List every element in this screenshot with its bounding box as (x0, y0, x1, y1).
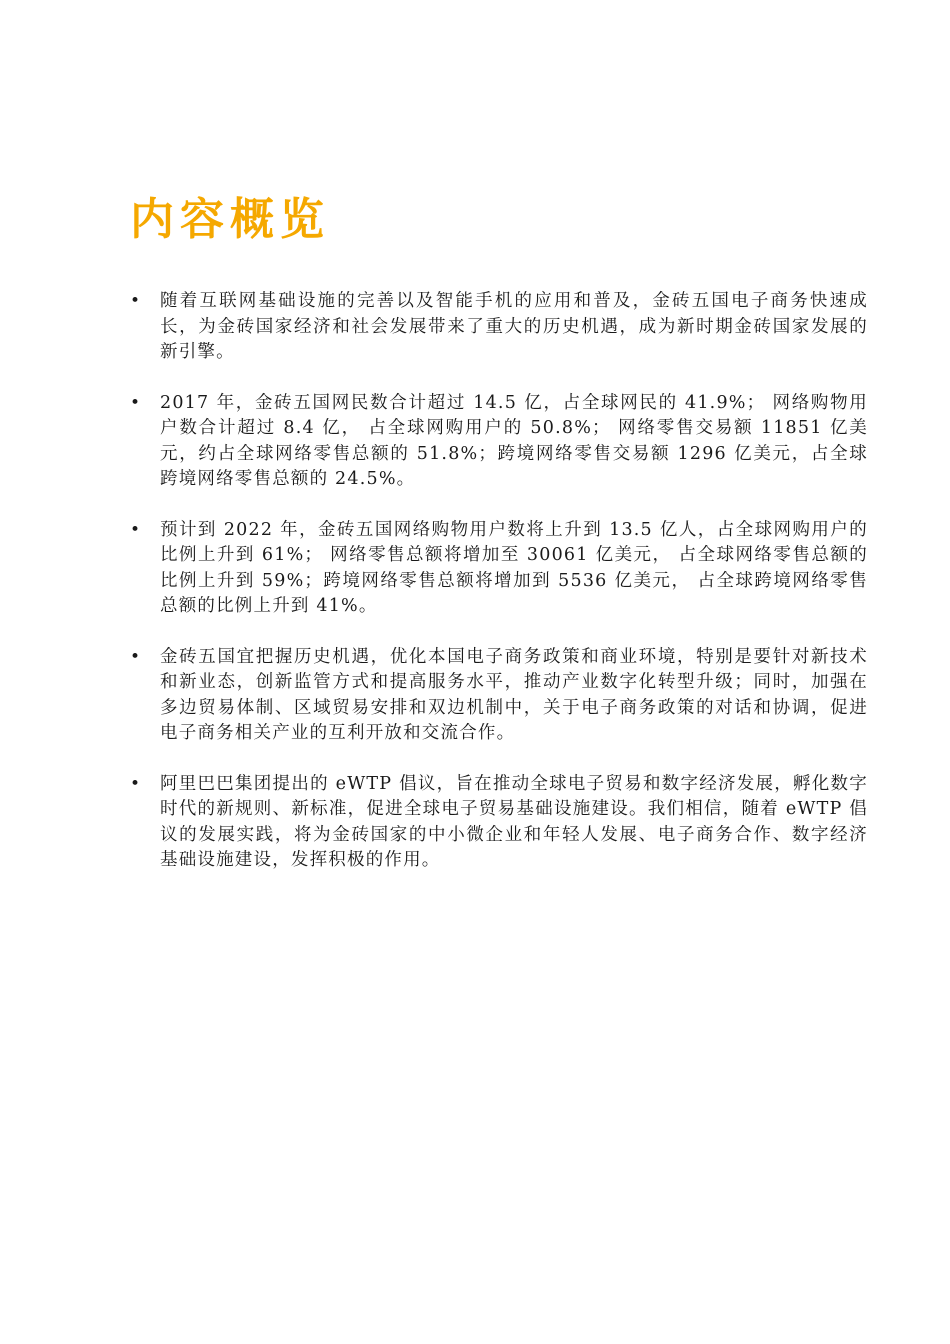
summary-item (128, 772, 868, 874)
bullet-icon: • (130, 646, 142, 667)
summary-item (128, 289, 868, 366)
bullet-icon: • (130, 392, 142, 413)
page-title: 内容概览 (130, 194, 330, 245)
summary-item-text: 阿里巴巴集团提出的 eWTP 倡议，旨在推动全球电子贸易和数字经济发展，孵化数字时代的新规则、新标准，促进全球电子贸易基础设施建设。我们相信，随着 eWTP 倡议的发展实践，将为金砖国家的中小微企业和年轻人发展、电子商务合作、数字经济基础设施建设，发挥积极的作用。 (160, 773, 868, 870)
summary-item (128, 645, 868, 747)
bullet-icon: • (130, 773, 142, 794)
summary-item (128, 518, 868, 620)
bullet-icon: • (130, 291, 142, 311)
summary-item-text: 2017 年，金砖五国网民数合计超过 14.5 亿，占全球网民的 41.9%； 网络购物用户数合计超过 8.4 亿， 占全球网购用户的 50.8%； 网络零售交易额 11851 亿美元，约占全球网络零售总额的 51.8%；跨境网络零售交易额 1296 亿美元，占全球跨境网络零售总额的 24.5%。 (160, 392, 868, 489)
summary-item-text: 随着互联网基础设施的完善以及智能手机的应用和普及，金砖五国电子商务快速成长，为金砖国家经济和社会发展带来了重大的历史机遇，成为新时期金砖国家发展的新引擎。 (160, 291, 868, 362)
summary-item-text: 金砖五国宜把握历史机遇，优化本国电子商务政策和商业环境，特别是要针对新技术和新业态，创新监管方式和提高服务水平，推动产业数字化转型升级；同时，加强在多边贸易体制、区域贸易安排和双边机制中，关于电子商务政策的对话和协调，促进电子商务相关产业的互利开放和交流合作。 (160, 646, 868, 743)
summary-item-text: 预计到 2022 年，金砖五国网络购物用户数将上升到 13.5 亿人，占全球网购用户的比例上升到 61%； 网络零售总额将增加至 30061 亿美元， 占全球网络零售总额的比例上升到 59%；跨境网络零售总额将增加到 5536 亿美元， 占全球跨境网络零售总额的比例上升到 41%。 (160, 519, 868, 616)
summary-list (128, 289, 868, 899)
bullet-icon: • (130, 519, 142, 540)
summary-item (128, 391, 868, 493)
